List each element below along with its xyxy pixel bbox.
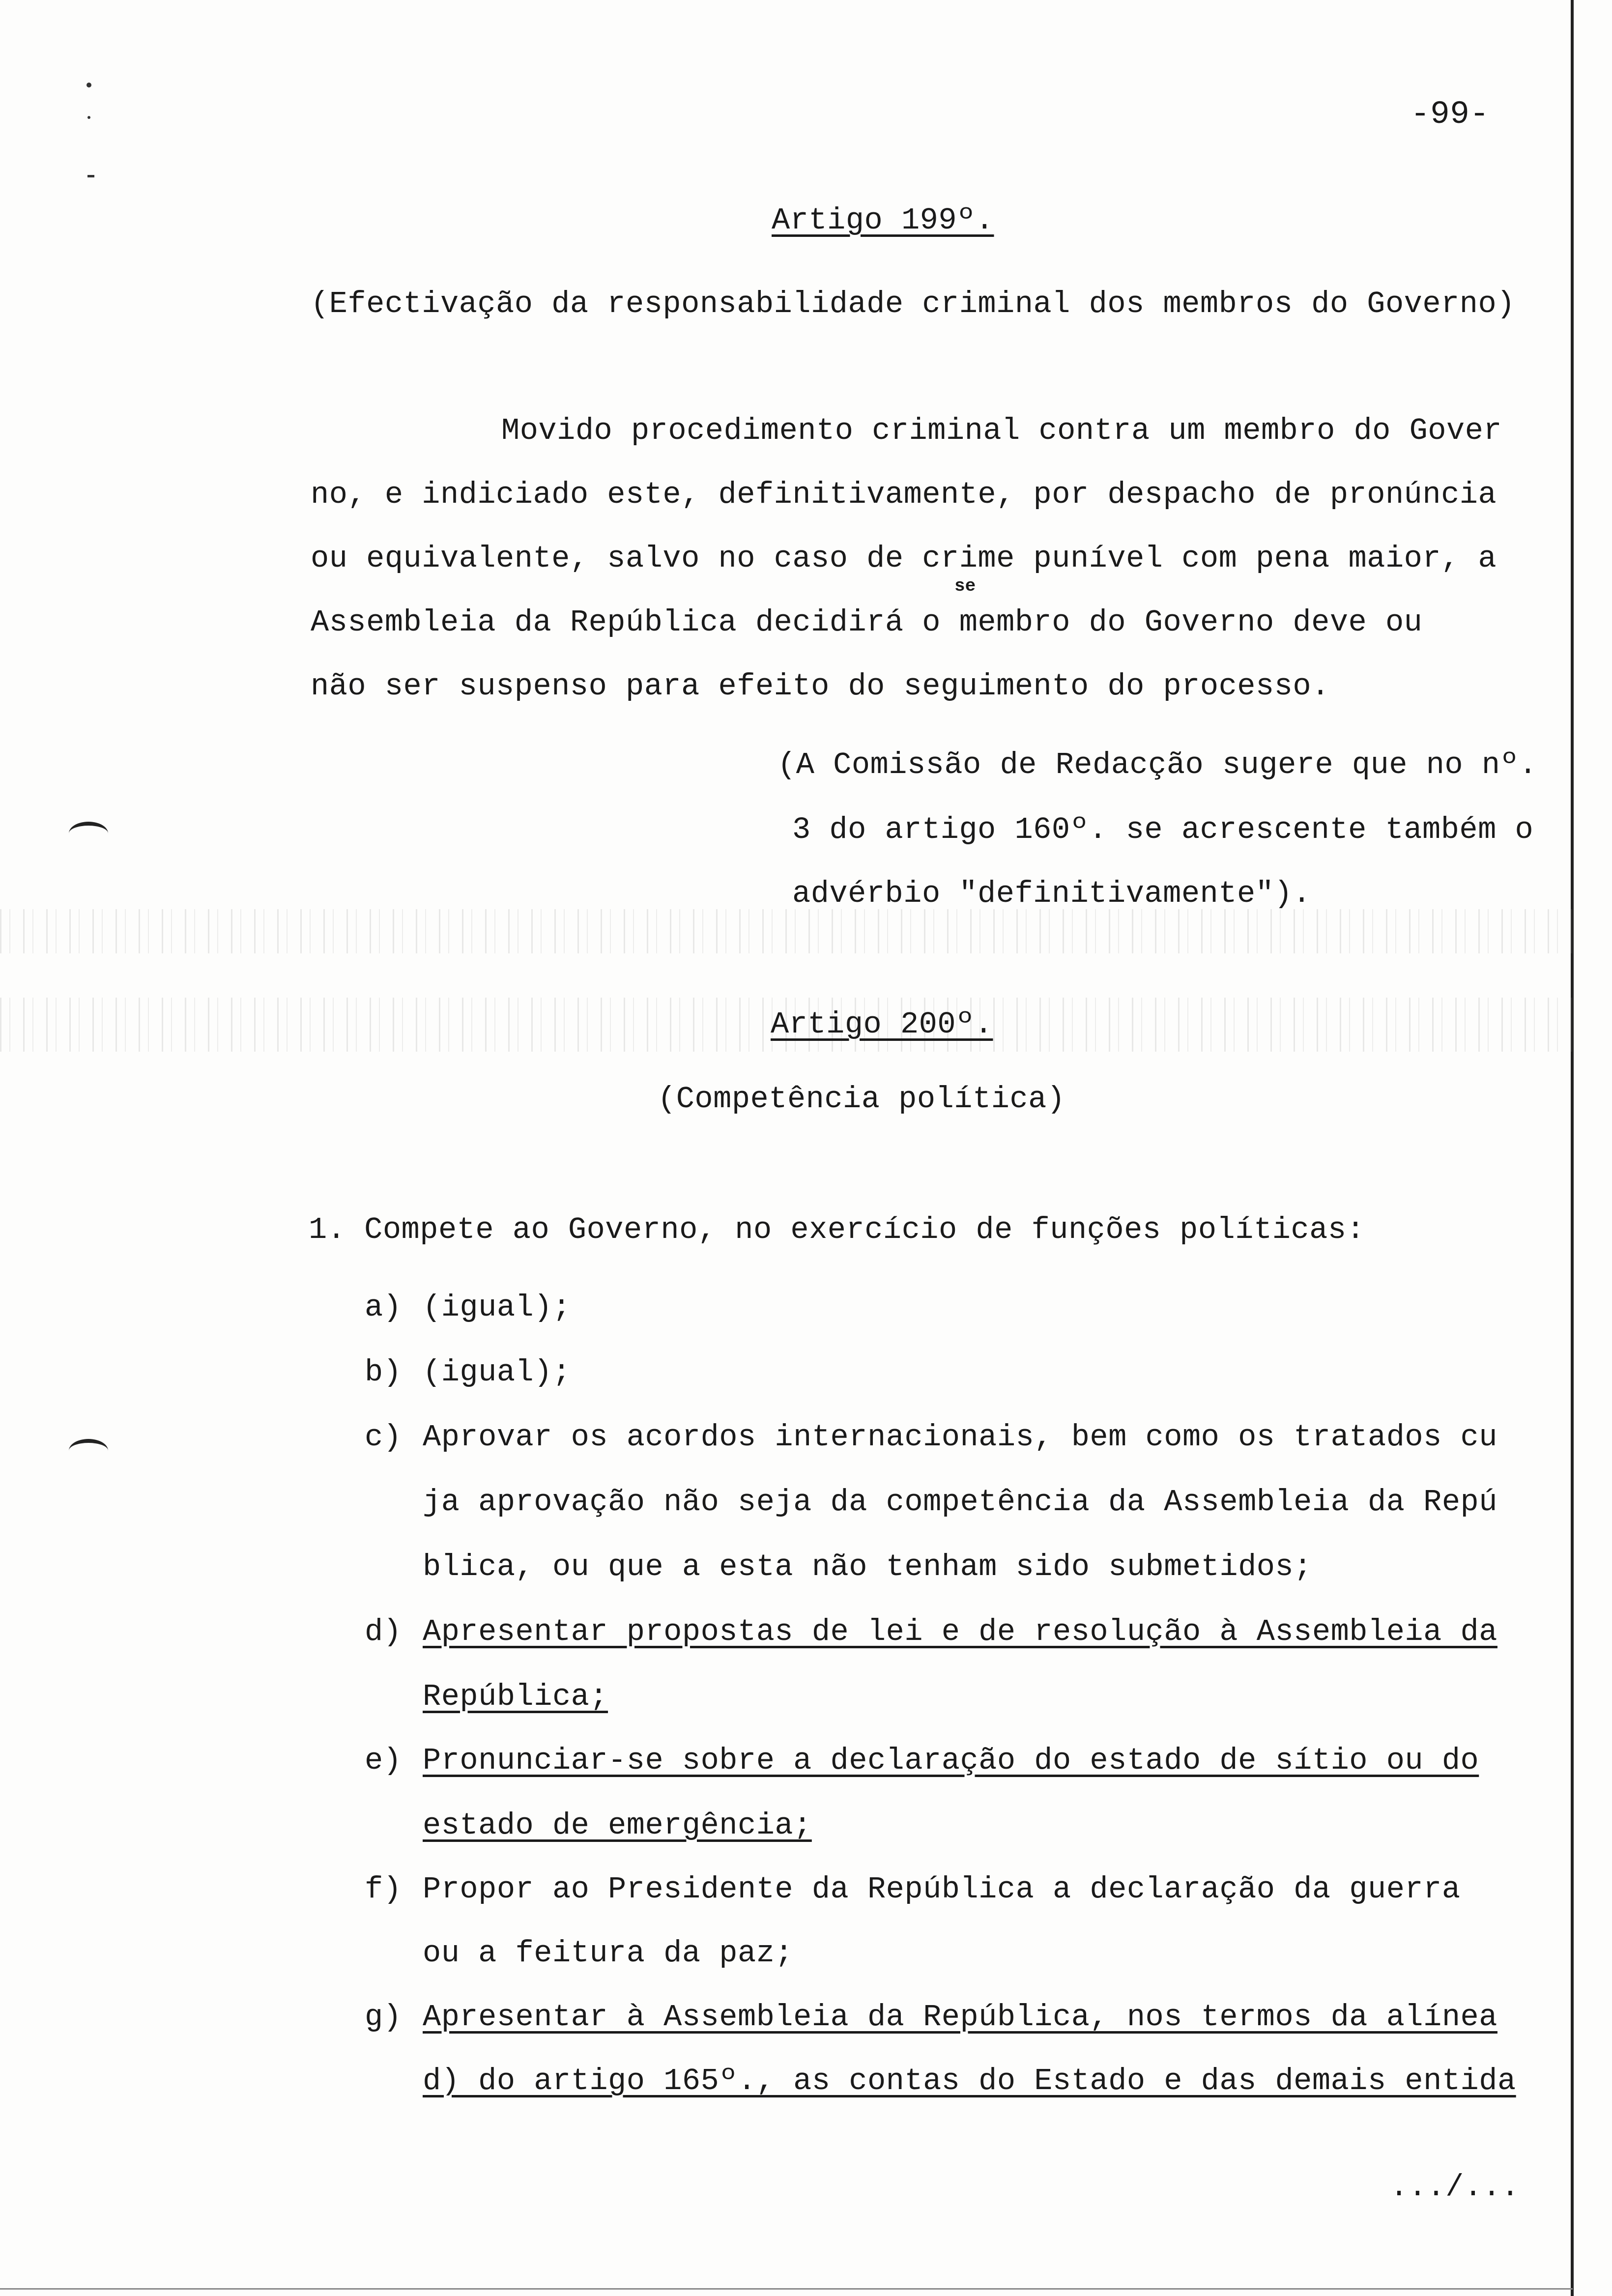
item-letter: g)	[365, 2000, 402, 2035]
redaction-note-line: 3 do artigo 160º. se acrescente também o	[792, 812, 1534, 847]
redaction-note-line: (A Comissão de Redacção sugere que no nº.	[777, 747, 1537, 782]
page-bottom-line	[0, 2288, 1573, 2290]
item-text: Aprovar os acordos internacionais, bem como os tratados cu	[423, 1420, 1497, 1455]
item-text: (igual);	[423, 1290, 571, 1325]
item-text: República;	[423, 1679, 608, 1714]
article-200-subtitle: (Competência política)	[658, 1082, 1065, 1117]
item-text: d) do artigo 165º., as contas do Estado e das demais entida	[423, 2064, 1516, 2098]
item-text: Apresentar propostas de lei e de resolução à Assembleia da	[423, 1614, 1497, 1649]
article-199-subtitle: (Efectivação da responsabilidade criminal dos membros do Governo)	[311, 287, 1515, 321]
item-letter: c)	[365, 1420, 402, 1455]
item-text: blica, ou que a esta não tenham sido submetidos;	[423, 1550, 1312, 1584]
article-199-line: não ser suspenso para efeito do seguimento do processo.	[311, 669, 1330, 704]
article-199-heading: Artigo 199º.	[772, 203, 994, 238]
item-text: estado de emergência;	[423, 1808, 812, 1843]
item-text: Pronunciar-se sobre a declaração do estado de sítio ou do	[423, 1743, 1479, 1778]
item-text: ou a feitura da paz;	[423, 1936, 794, 1971]
item-letter: f)	[365, 1872, 402, 1907]
margin-mark	[87, 116, 90, 119]
binder-hole-mark	[69, 1439, 108, 1463]
article-200-heading: Artigo 200º.	[771, 1007, 993, 1042]
article-199-line: ou equivalente, salvo no caso de crime punível com pena maior, a	[311, 541, 1497, 576]
scan-noise	[0, 909, 1573, 953]
margin-mark	[86, 83, 91, 87]
handwritten-insertion: se	[954, 576, 976, 596]
item-text: Propor ao Presidente da República a declaração da guerra	[423, 1872, 1461, 1907]
continuation-mark: .../...	[1390, 2170, 1520, 2205]
item-text: Apresentar à Assembleia da República, nos termos da alínea	[423, 2000, 1497, 2035]
item-letter: a)	[365, 1290, 402, 1325]
page-edge-line	[1571, 0, 1574, 2296]
page-number: -99-	[1410, 96, 1490, 133]
article-199-line: no, e indiciado este, definitivamente, por despacho de pronúncia	[311, 477, 1497, 512]
margin-mark	[87, 175, 94, 177]
item-letter: e)	[365, 1743, 402, 1778]
article-200-intro: 1. Compete ao Governo, no exercício de funções políticas:	[309, 1212, 1365, 1247]
item-letter: b)	[365, 1355, 402, 1390]
redaction-note-line: advérbio "definitivamente").	[792, 876, 1311, 911]
item-text: (igual);	[423, 1355, 571, 1390]
item-text: ja aprovação não seja da competência da Assembleia da Repú	[423, 1485, 1497, 1520]
binder-hole-mark	[69, 822, 108, 845]
article-199-line: Movido procedimento criminal contra um membro do Gover	[501, 413, 1502, 448]
article-199-line: Assembleia da República decidirá o membro do Governo deve ou	[311, 605, 1423, 640]
item-letter: d)	[365, 1614, 402, 1649]
